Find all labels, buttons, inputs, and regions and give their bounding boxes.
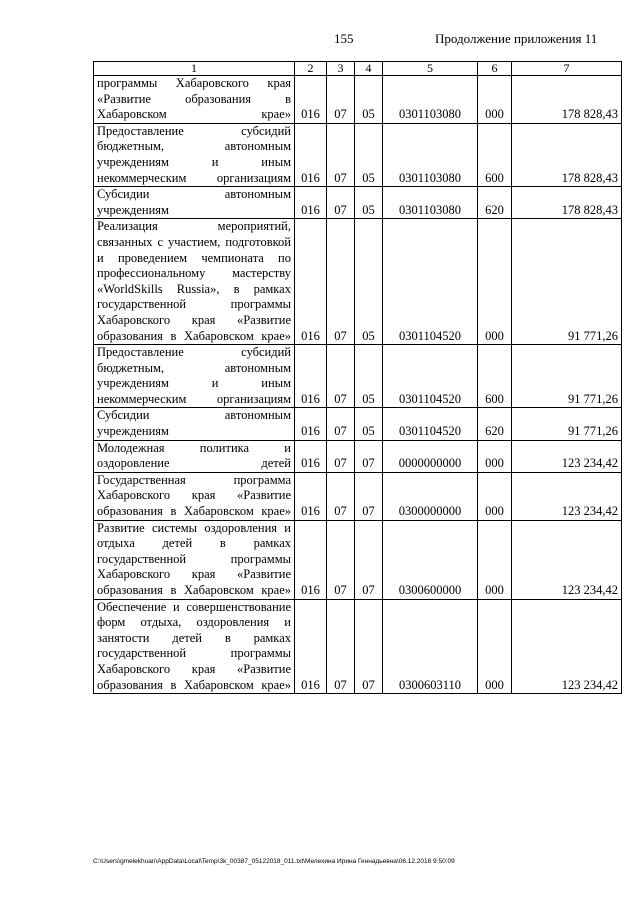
row-name: Молодежная политика и оздоровление детей (94, 440, 295, 472)
row-target-article: 0301103080 (383, 76, 478, 124)
row-target-article: 0300600000 (383, 520, 478, 599)
row-expense-type: 000 (478, 76, 512, 124)
row-expense-type: 000 (478, 472, 512, 520)
row-ministry-code: 016 (295, 219, 327, 345)
row-name: Обеспечение и совершенствование форм отдыха, оздоровления и занятости детей в рамках государственной программы Хабаровского края «Развитие образования в Хабаровском крае» (94, 599, 295, 694)
row-expense-type: 000 (478, 219, 512, 345)
row-subsection-code: 07 (355, 520, 383, 599)
row-target-article: 0301104520 (383, 408, 478, 440)
table-row (94, 599, 622, 694)
row-name: Государственная программа Хабаровского края «Развитие образования в Хабаровском крае» (94, 472, 295, 520)
header-row (94, 62, 622, 76)
header-col-4: 4 (355, 62, 383, 76)
row-amount: 178 828,43 (512, 187, 622, 219)
row-target-article: 0300000000 (383, 472, 478, 520)
row-section-code: 07 (327, 345, 355, 408)
row-amount: 178 828,43 (512, 123, 622, 186)
row-subsection-code: 07 (355, 472, 383, 520)
table-row (94, 520, 622, 599)
row-expense-type: 000 (478, 520, 512, 599)
row-target-article: 0301104520 (383, 219, 478, 345)
row-amount: 123 234,42 (512, 599, 622, 694)
row-target-article: 0000000000 (383, 440, 478, 472)
row-section-code: 07 (327, 408, 355, 440)
row-amount: 91 771,26 (512, 219, 622, 345)
table-row (94, 219, 622, 345)
budget-table (93, 61, 622, 694)
row-section-code: 07 (327, 187, 355, 219)
row-section-code: 07 (327, 123, 355, 186)
row-subsection-code: 07 (355, 440, 383, 472)
row-expense-type: 000 (478, 440, 512, 472)
row-ministry-code: 016 (295, 599, 327, 694)
row-name: Субсидии автономным учреждениям (94, 187, 295, 219)
row-subsection-code: 05 (355, 76, 383, 124)
row-target-article: 0300603110 (383, 599, 478, 694)
row-subsection-code: 05 (355, 123, 383, 186)
footer-file-path: C:\Users\gmelekhuan\AppData\Local\Temp\3k_00387_05122018_011.txt\Мелехина Ирина Геннадьевна\06.12.2018 9:50:09 (93, 858, 455, 865)
row-ministry-code: 016 (295, 440, 327, 472)
row-ministry-code: 016 (295, 472, 327, 520)
header-col-3: 3 (327, 62, 355, 76)
table-row (94, 76, 622, 124)
row-name: Субсидии автономным учреждениям (94, 408, 295, 440)
header-col-2: 2 (295, 62, 327, 76)
row-subsection-code: 05 (355, 219, 383, 345)
row-subsection-code: 05 (355, 345, 383, 408)
header-col-5: 5 (383, 62, 478, 76)
row-name: Реализация мероприятий, связанных с участием, подготовкой и проведением чемпионата по профессиональному мастерству «WorldSkills Russia», в рамках государственной программы Хабаровского края «Развитие образования в Хабаровском крае» (94, 219, 295, 345)
continuation-label: Продолжение приложения 11 (435, 31, 598, 46)
row-ministry-code: 016 (295, 520, 327, 599)
table-row (94, 123, 622, 186)
row-subsection-code: 05 (355, 408, 383, 440)
table-row (94, 187, 622, 219)
row-name: Предоставление субсидий бюджетным, автономным учреждениям и иным некоммерческим организациям (94, 123, 295, 186)
row-section-code: 07 (327, 219, 355, 345)
row-expense-type: 600 (478, 123, 512, 186)
row-amount: 123 234,42 (512, 472, 622, 520)
row-ministry-code: 016 (295, 408, 327, 440)
row-expense-type: 600 (478, 345, 512, 408)
row-expense-type: 000 (478, 599, 512, 694)
row-ministry-code: 016 (295, 123, 327, 186)
row-name: Предоставление субсидий бюджетным, автономным учреждениям и иным некоммерческим организациям (94, 345, 295, 408)
row-amount: 178 828,43 (512, 76, 622, 124)
row-name: программы Хабаровского края «Развитие образования в Хабаровском крае» (94, 76, 295, 124)
header-col-1: 1 (94, 62, 295, 76)
header-col-7: 7 (512, 62, 622, 76)
table-row (94, 345, 622, 408)
row-target-article: 0301104520 (383, 345, 478, 408)
row-ministry-code: 016 (295, 76, 327, 124)
row-amount: 123 234,42 (512, 440, 622, 472)
row-amount: 91 771,26 (512, 345, 622, 408)
row-ministry-code: 016 (295, 345, 327, 408)
row-amount: 91 771,26 (512, 408, 622, 440)
row-expense-type: 620 (478, 408, 512, 440)
row-target-article: 0301103080 (383, 123, 478, 186)
row-amount: 123 234,42 (512, 520, 622, 599)
row-section-code: 07 (327, 76, 355, 124)
row-subsection-code: 07 (355, 599, 383, 694)
row-expense-type: 620 (478, 187, 512, 219)
row-subsection-code: 05 (355, 187, 383, 219)
row-section-code: 07 (327, 520, 355, 599)
row-section-code: 07 (327, 440, 355, 472)
page-number: 155 (334, 31, 354, 46)
row-target-article: 0301103080 (383, 187, 478, 219)
table-row (94, 408, 622, 440)
table-row (94, 472, 622, 520)
header-col-6: 6 (478, 62, 512, 76)
row-section-code: 07 (327, 472, 355, 520)
row-ministry-code: 016 (295, 187, 327, 219)
row-name: Развитие системы оздоровления и отдыха детей в рамках государственной программы Хабаровского края «Развитие образования в Хабаровском крае» (94, 520, 295, 599)
table-row (94, 440, 622, 472)
row-section-code: 07 (327, 599, 355, 694)
